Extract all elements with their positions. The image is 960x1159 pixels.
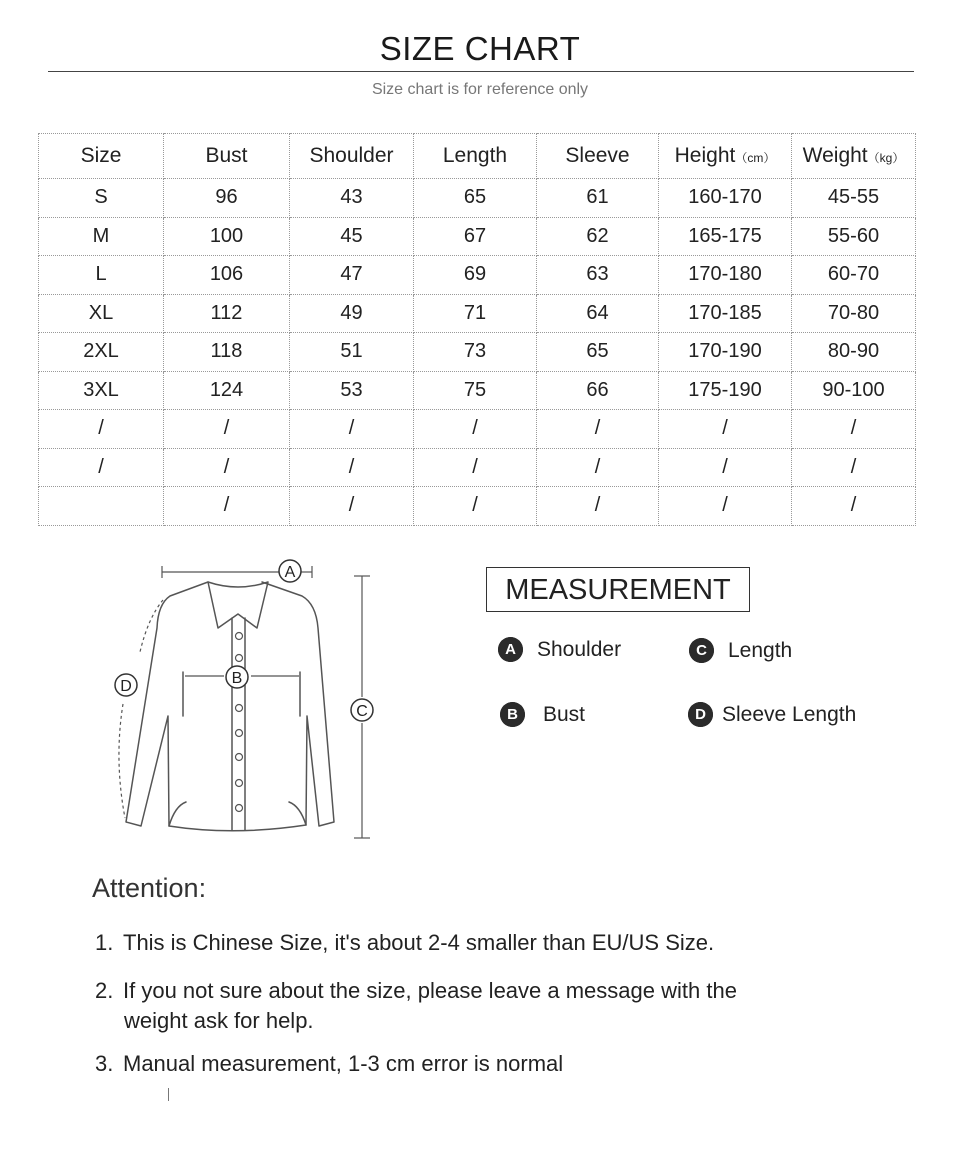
shirt-diagram — [100, 548, 400, 848]
legend-bust — [500, 702, 585, 727]
table-cell: 65 — [414, 179, 537, 218]
table-cell: / — [164, 487, 290, 526]
table-cell: / — [414, 487, 537, 526]
table-cell: 47 — [290, 256, 414, 295]
table-cell: S — [39, 179, 164, 218]
unit-label: （cm） — [735, 151, 776, 165]
table-cell: / — [537, 410, 659, 449]
table-cell: 170-180 — [659, 256, 792, 295]
table-cell: 45-55 — [792, 179, 916, 218]
page-title: SIZE CHART — [379, 30, 581, 67]
table-cell: 67 — [414, 217, 537, 256]
legend-label: Length — [728, 638, 793, 662]
table-cell: 64 — [537, 294, 659, 333]
column-header: Bust — [164, 134, 290, 179]
marker-d — [115, 674, 137, 696]
shirt-collar — [208, 582, 268, 628]
table-cell: 96 — [164, 179, 290, 218]
title-divider — [48, 71, 914, 72]
table-cell: / — [39, 448, 164, 487]
table-row — [39, 294, 916, 333]
table-cell: 49 — [290, 294, 414, 333]
column-header: Weight（kg） — [792, 134, 916, 179]
note-2 — [95, 976, 737, 1036]
note-3 — [95, 1049, 563, 1079]
column-header: Size — [39, 134, 164, 179]
table-cell: XL — [39, 294, 164, 333]
note-number: 1. — [95, 930, 114, 955]
note-text: This is Chinese Size, it's about 2-4 smaller than EU/US Size. — [123, 930, 715, 955]
column-header: Length — [414, 134, 537, 179]
table-cell: / — [290, 410, 414, 449]
note-1 — [95, 928, 714, 958]
table-row — [39, 410, 916, 449]
table-cell: 175-190 — [659, 371, 792, 410]
table-cell: / — [659, 410, 792, 449]
shirt-buttons — [236, 633, 243, 812]
table-cell: 3XL — [39, 371, 164, 410]
table-row — [39, 371, 916, 410]
table-cell: / — [414, 448, 537, 487]
table-cell: 2XL — [39, 333, 164, 372]
table-cell: 112 — [164, 294, 290, 333]
table-cell: 70-80 — [792, 294, 916, 333]
table-row — [39, 256, 916, 295]
table-cell — [39, 487, 164, 526]
table-cell: 53 — [290, 371, 414, 410]
table-cell: / — [164, 448, 290, 487]
table-cell: M — [39, 217, 164, 256]
table-row — [39, 448, 916, 487]
table-cell: 170-190 — [659, 333, 792, 372]
table-cell: 160-170 — [659, 179, 792, 218]
measurement-title: MEASUREMENT — [486, 567, 750, 612]
table-row — [39, 487, 916, 526]
column-header: Shoulder — [290, 134, 414, 179]
table-cell: / — [39, 410, 164, 449]
table-row — [39, 333, 916, 372]
table-cell: 106 — [164, 256, 290, 295]
table-cell: / — [414, 410, 537, 449]
table-cell: 51 — [290, 333, 414, 372]
marker-c-label: C — [356, 703, 368, 720]
table-cell: / — [659, 487, 792, 526]
badge-a-icon: A — [498, 637, 523, 662]
legend-label: Sleeve Length — [722, 702, 857, 726]
badge-d-icon: D — [688, 702, 713, 727]
badge-b-icon: B — [500, 702, 525, 727]
table-cell: 100 — [164, 217, 290, 256]
badge-c-icon: C — [689, 638, 714, 663]
table-cell: 65 — [537, 333, 659, 372]
table-cell: / — [164, 410, 290, 449]
table-cell: 118 — [164, 333, 290, 372]
stray-mark — [168, 1088, 169, 1101]
table-cell: / — [290, 487, 414, 526]
table-row — [39, 217, 916, 256]
attention-heading: Attention: — [92, 873, 207, 903]
note-text: Manual measurement, 1-3 cm error is normal — [123, 1051, 564, 1076]
note-number: 3. — [95, 1051, 114, 1076]
table-cell: / — [290, 448, 414, 487]
legend-length — [689, 638, 792, 663]
table-cell: 165-175 — [659, 217, 792, 256]
table-cell: 69 — [414, 256, 537, 295]
table-cell: 90-100 — [792, 371, 916, 410]
marker-d-label: D — [120, 678, 132, 695]
legend-shoulder — [498, 637, 621, 662]
table-cell: / — [792, 448, 916, 487]
table-cell: 61 — [537, 179, 659, 218]
table-cell: 43 — [290, 179, 414, 218]
table-cell: 45 — [290, 217, 414, 256]
table-row — [39, 179, 916, 218]
table-cell: / — [537, 487, 659, 526]
size-table — [38, 133, 916, 526]
note-text-continued: weight ask for help. — [124, 1008, 314, 1033]
column-header: Height（cm） — [659, 134, 792, 179]
table-cell: 75 — [414, 371, 537, 410]
table-cell: 63 — [537, 256, 659, 295]
marker-b-label: B — [231, 670, 243, 687]
marker-a — [279, 560, 301, 582]
note-number: 2. — [95, 978, 114, 1003]
table-cell: 80-90 — [792, 333, 916, 372]
marker-c — [351, 699, 373, 721]
table-cell: 170-185 — [659, 294, 792, 333]
table-cell: / — [537, 448, 659, 487]
marker-a-label: A — [284, 564, 296, 581]
column-header: Sleeve — [537, 134, 659, 179]
table-cell: 62 — [537, 217, 659, 256]
table-cell: L — [39, 256, 164, 295]
table-cell: / — [792, 410, 916, 449]
table-header-row — [39, 134, 916, 179]
table-cell: 124 — [164, 371, 290, 410]
table-cell: 55-60 — [792, 217, 916, 256]
table-cell: 71 — [414, 294, 537, 333]
note-text: If you not sure about the size, please leave a message with the — [123, 978, 737, 1003]
unit-label: （kg） — [867, 151, 905, 165]
page-subtitle: Size chart is for reference only — [371, 81, 589, 98]
marker-b — [226, 666, 248, 688]
legend-label: Shoulder — [537, 637, 622, 661]
legend-label: Bust — [543, 702, 586, 726]
shirt-placket — [232, 618, 245, 830]
legend-sleeve-length — [688, 702, 856, 727]
table-cell: / — [792, 487, 916, 526]
table-cell: / — [659, 448, 792, 487]
table-cell: 73 — [414, 333, 537, 372]
table-cell: 66 — [537, 371, 659, 410]
table-cell: 60-70 — [792, 256, 916, 295]
